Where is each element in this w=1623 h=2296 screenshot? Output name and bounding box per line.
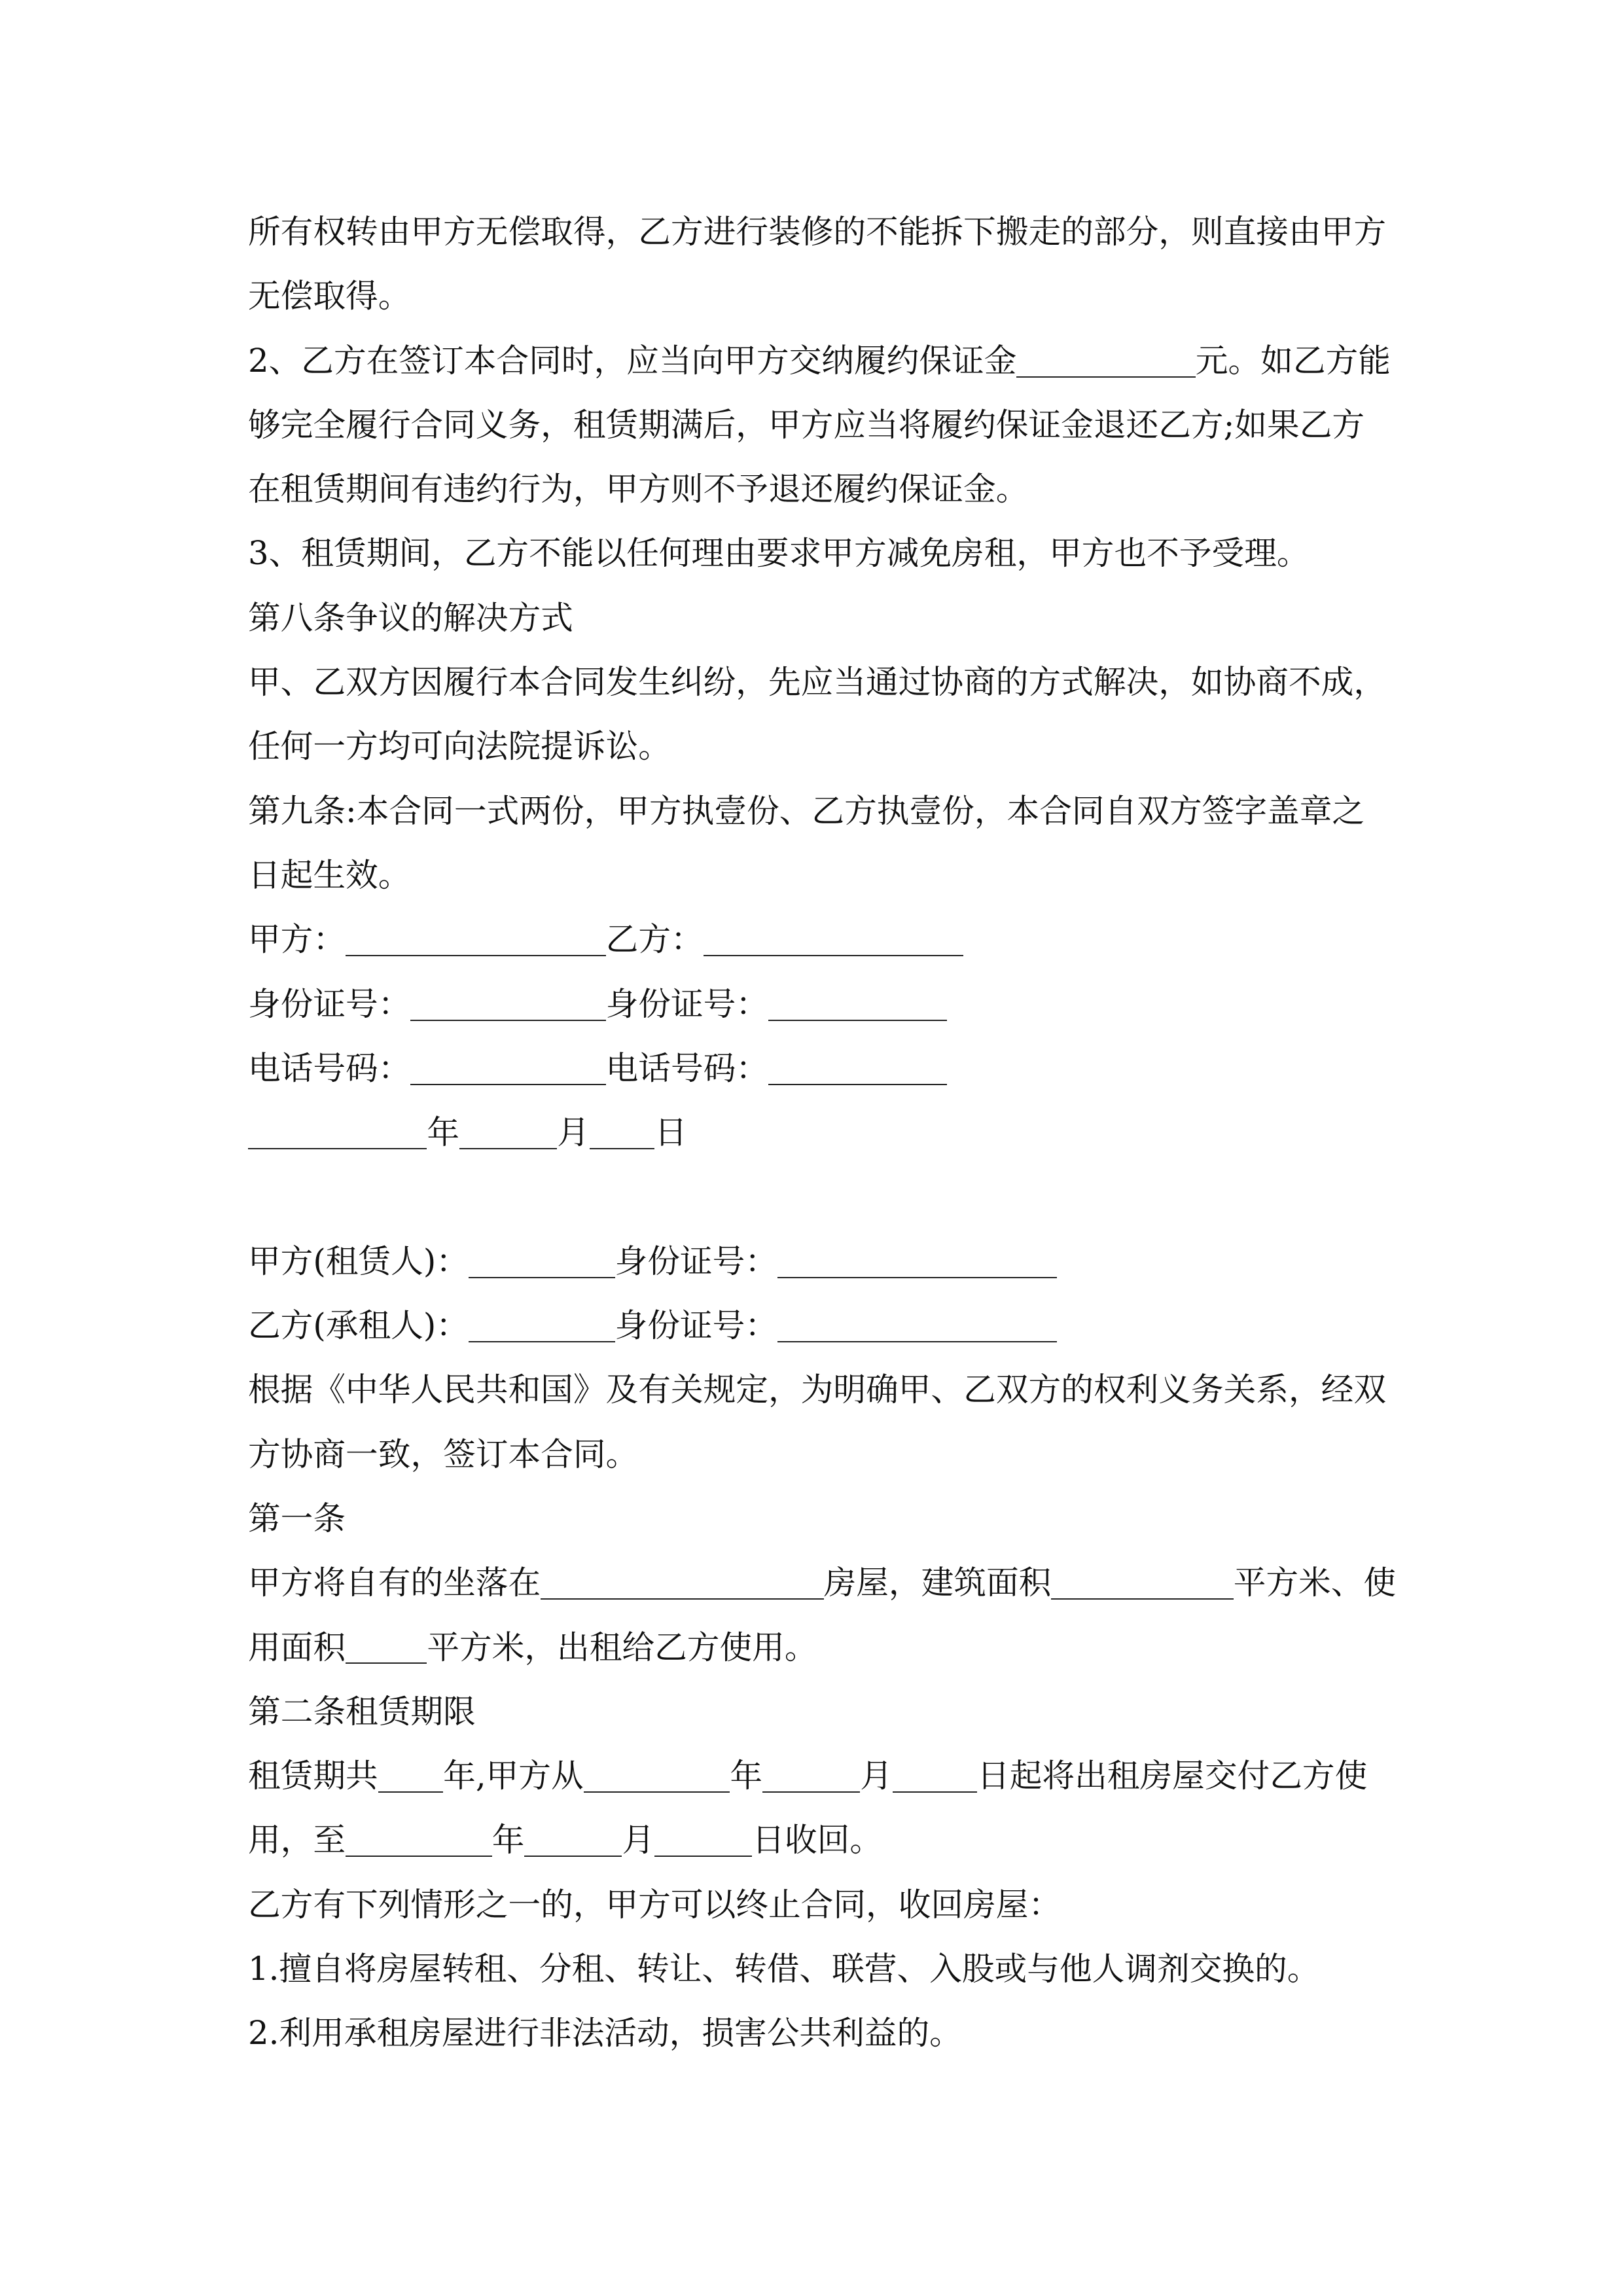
text: 平方米，出租给乙方使用。 — [427, 1628, 817, 1666]
label: 电话号码： — [605, 1049, 769, 1087]
article-heading: 第八条争议的解决方式 — [248, 598, 573, 637]
lessor-id-blank[interactable] — [777, 1276, 1057, 1278]
text-line: 任何一方均可向法院提诉讼。 — [248, 727, 671, 766]
label: 身份证号： — [615, 1242, 777, 1280]
deposit-amount-blank[interactable] — [1016, 376, 1195, 378]
building-area-blank[interactable] — [1051, 1598, 1233, 1600]
lessor-blank[interactable] — [469, 1276, 615, 1278]
label: 年 — [427, 1113, 460, 1152]
text: 租赁期共 — [248, 1757, 378, 1795]
text: 年,甲方从 — [443, 1757, 584, 1795]
label: 乙方(承租人)： — [248, 1306, 469, 1345]
tel-a-blank[interactable] — [410, 1083, 605, 1085]
text: 年 — [730, 1757, 763, 1795]
text: 2、乙方在签订本合同时，应当向甲方交纳履约保证金 — [248, 341, 1017, 380]
location-blank[interactable] — [541, 1598, 823, 1600]
text-line: 无偿取得。 — [248, 277, 411, 315]
label: 甲方： — [248, 920, 346, 959]
tel-b-blank[interactable] — [768, 1083, 947, 1085]
end-year-blank[interactable] — [346, 1855, 492, 1857]
text-line: 乙方有下列情形之一的，甲方可以终止合同，收回房屋： — [248, 1885, 1061, 1924]
start-day-blank[interactable] — [893, 1791, 977, 1793]
text: 年 — [491, 1821, 525, 1859]
text: 用，至 — [248, 1821, 346, 1859]
text-line: 够完全履行合同义务，租赁期满后，甲方应当将履约保证金退还乙方;如果乙方 — [248, 405, 1365, 444]
day-blank[interactable] — [590, 1147, 654, 1149]
end-month-blank[interactable] — [524, 1855, 622, 1857]
text: 用面积 — [248, 1628, 346, 1666]
label: 身份证号： — [248, 984, 411, 1023]
text-line: 在租赁期间有违约行为，甲方则不予退还履约保证金。 — [248, 470, 1029, 509]
property-line — [248, 1551, 1400, 1615]
month-blank[interactable] — [459, 1147, 557, 1149]
start-year-blank[interactable] — [584, 1791, 730, 1793]
contract-page — [248, 200, 1400, 2066]
start-month-blank[interactable] — [762, 1791, 860, 1793]
text-line: 根据《中华人民共和国》及有关规定，为明确甲、乙双方的权利义务关系，经双 — [248, 1371, 1387, 1409]
label: 月 — [557, 1113, 590, 1152]
text-line: 甲、乙双方因履行本合同发生纠纷，先应当通过协商的方式解决，如协商不成， — [248, 663, 1387, 702]
term-start-line — [248, 1744, 1400, 1808]
label: 身份证号： — [615, 1306, 777, 1345]
empty-line — [248, 1164, 1400, 1229]
article-heading: 第二条租赁期限 — [248, 1692, 476, 1731]
list-item: 2.利用承租房屋进行非法活动，损害公共利益的。 — [248, 2014, 962, 2053]
id-b-blank[interactable] — [768, 1019, 947, 1021]
term-end-line — [248, 1808, 1400, 1872]
label: 电话号码： — [248, 1049, 411, 1087]
list-item: 1.擅自将房屋转租、分租、转让、转借、联营、入股或与他人调剂交换的。 — [248, 1950, 1320, 1988]
lessor-line — [248, 1229, 1400, 1293]
signature-tel-line — [248, 1036, 1400, 1100]
label: 身份证号： — [605, 984, 769, 1023]
text-line: 第九条:本合同一式两份，甲方执壹份、乙方执壹份，本合同自双方签字盖章之 — [248, 791, 1365, 830]
text: 月 — [860, 1757, 893, 1795]
party-a-blank[interactable] — [346, 954, 606, 956]
party-b-blank[interactable] — [704, 954, 964, 956]
year-blank[interactable] — [248, 1147, 427, 1149]
end-day-blank[interactable] — [654, 1855, 752, 1857]
lessee-blank[interactable] — [469, 1340, 615, 1342]
text: 房屋，建筑面积 — [823, 1564, 1052, 1602]
text: 日收回。 — [752, 1821, 883, 1859]
text: 日起将出租房屋交付乙方使 — [977, 1757, 1368, 1795]
signature-id-line — [248, 972, 1400, 1036]
text-line: 所有权转由甲方无偿取得，乙方进行装修的不能拆下搬走的部分，则直接由甲方 — [248, 213, 1387, 251]
text-line: 3、租赁期间，乙方不能以任何理由要求甲方减免房租，甲方也不予受理。 — [248, 534, 1310, 573]
text-line: 方协商一致，签订本合同。 — [248, 1435, 639, 1473]
label: 乙方： — [605, 920, 704, 959]
term-years-blank[interactable] — [378, 1791, 443, 1793]
signature-party-line — [248, 907, 1400, 971]
label: 甲方(租赁人)： — [248, 1242, 469, 1280]
date-line — [248, 1100, 1400, 1164]
id-a-blank[interactable] — [410, 1019, 605, 1021]
deposit-line — [248, 329, 1400, 393]
text: 元。如乙方能 — [1195, 341, 1391, 380]
lessee-id-blank[interactable] — [777, 1340, 1057, 1342]
usable-area-blank[interactable] — [346, 1662, 427, 1664]
label: 日 — [654, 1113, 687, 1152]
article-heading: 第一条 — [248, 1499, 346, 1537]
usable-area-line — [248, 1615, 1400, 1679]
text: 平方米、使 — [1233, 1564, 1397, 1602]
text: 甲方将自有的坐落在 — [248, 1564, 541, 1602]
text: 月 — [622, 1821, 655, 1859]
text-line: 日起生效。 — [248, 855, 411, 894]
lessee-line — [248, 1293, 1400, 1357]
